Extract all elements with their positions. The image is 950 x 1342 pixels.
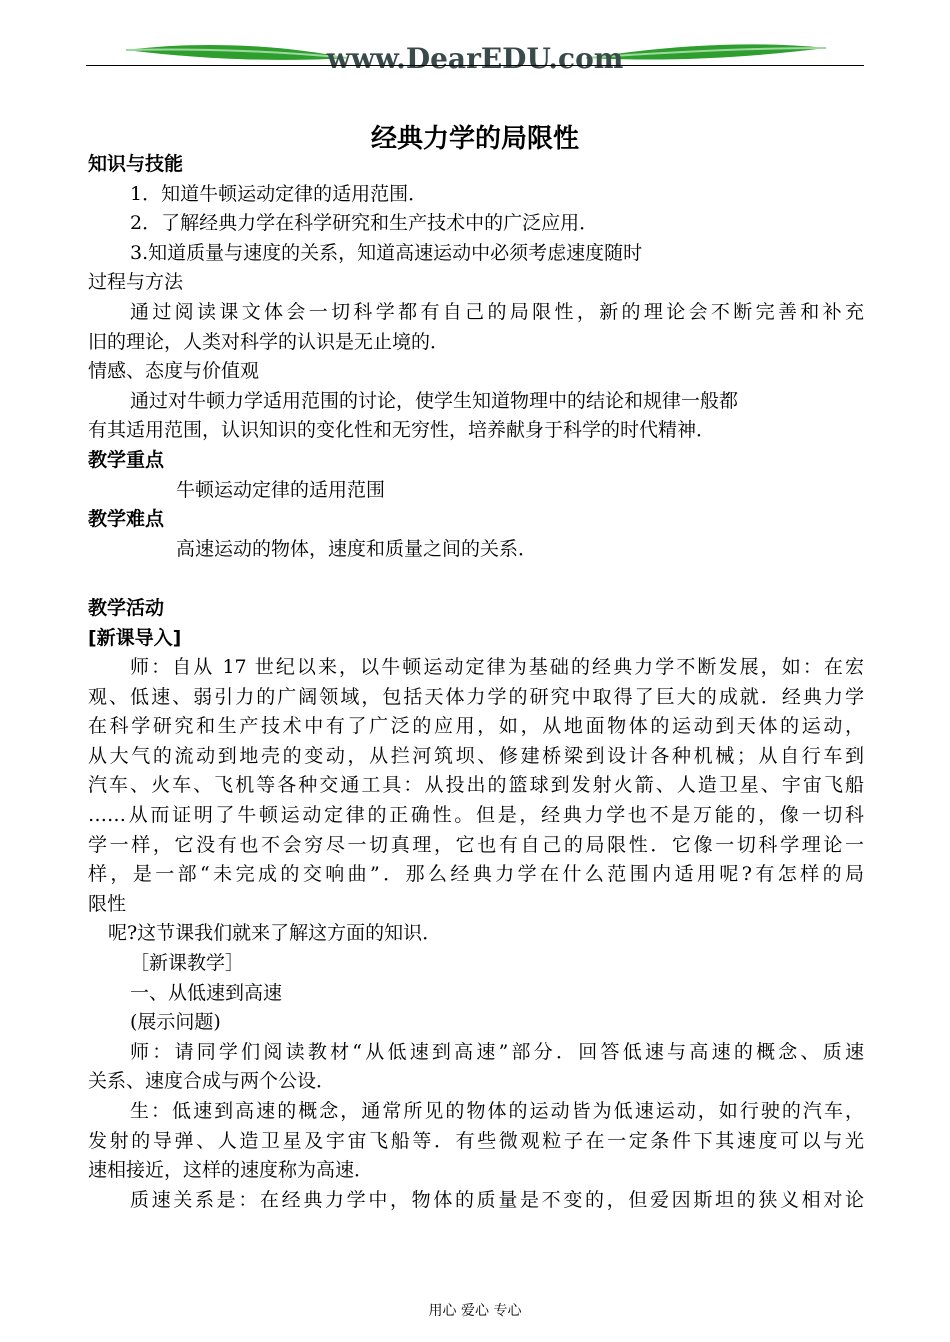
text-line: 速相接近，这样的速度称为高速．	[88, 1159, 374, 1182]
page-footer: 用心 爱心 专心	[428, 1303, 522, 1319]
text-line: 通过对牛顿力学适用范围的讨论，使学生知道物理中的结论和规律一般都	[130, 389, 739, 412]
section-heading: 教学重点	[88, 448, 165, 471]
text-line: 限性	[88, 892, 127, 915]
text-line: 通过阅读课文体会一切科学都有自己的局限性，新的理论会不断完善和补充	[130, 300, 864, 323]
text-line: 观、低速、弱引力的广阔领域，包括天体力学的研究中取得了巨大的成就．经典力学	[88, 685, 864, 708]
section-heading: [新课导入]	[88, 626, 182, 649]
document-body	[88, 150, 864, 1215]
header-divider	[86, 65, 864, 66]
page-title: 经典力学的局限性	[370, 124, 579, 154]
text-line: 学一样，它没有也不会穷尽一切真理，它也有自己的局限性．它像一切科学理论一	[88, 833, 864, 856]
text-line: 生：低速到高速的概念，通常所见的物体的运动皆为低速运动，如行驶的汽车，	[130, 1100, 864, 1122]
text-line: ［新课教学］	[130, 952, 245, 975]
text-line: 汽车、火车、飞机等各种交通工具：从投出的篮球到发射火箭、人造卫星、宇宙飞船	[88, 774, 864, 797]
text-line: 关系、速度合成与两个公设．	[88, 1070, 336, 1093]
text-line: 从大气的流动到地壳的变动，从拦河筑坝、修建桥梁到设计各种机械；从自行车到	[88, 744, 864, 767]
blank-line	[88, 564, 864, 594]
text-line: 1．知道牛顿运动定律的适用范围．	[130, 182, 428, 205]
text-line: 一、从低速到高速	[130, 981, 283, 1004]
section-heading: 教学活动	[88, 596, 165, 619]
section-heading: 教学难点	[88, 508, 165, 531]
text-line: 质速关系是：在经典力学中，物体的质量是不变的，但爱因斯坦的狭义相对论	[130, 1188, 864, 1211]
text-line: 旧的理论，人类对科学的认识是无止境的．	[88, 330, 450, 353]
text-line: 师：自从 17 世纪以来，以牛顿运动定律为基础的经典力学不断发展，如：在宏	[130, 656, 864, 679]
text-line: 3.知道质量与速度的关系，知道高速运动中必须考虑速度随时	[130, 241, 643, 264]
site-header	[86, 28, 864, 78]
text-line: 2．了解经典力学在科学研究和生产技术中的广泛应用．	[130, 212, 599, 235]
text-line: 情感、态度与价值观	[88, 360, 260, 383]
text-line: 牛顿运动定律的适用范围	[176, 478, 386, 501]
text-line: 有其适用范围，认识知识的变化性和无穷性，培养献身于科学的时代精神．	[88, 419, 716, 442]
text-line: 发射的导弹、人造卫星及宇宙飞船等．有些微观粒子在一定条件下其速度可以与光	[88, 1129, 864, 1152]
text-line: (展示问题)	[130, 1011, 221, 1034]
section-heading: 知识与技能	[88, 153, 184, 175]
text-line: 师：请同学们阅读教材“从低速到高速”部分．回答低速与高速的概念、质速	[130, 1040, 864, 1063]
text-line: 在科学研究和生产技术中有了广泛的应用，如，从地面物体的运动到天体的运动，	[88, 715, 864, 738]
text-line: 呢?这节课我们就来了解这方面的知识．	[108, 922, 442, 945]
text-line: 高速运动的物体，速度和质量之间的关系．	[176, 537, 538, 560]
text-line: ……从而证明了牛顿运动定律的正确性。但是，经典力学也不是万能的，像一切科	[88, 804, 864, 827]
site-name: www.DearEDU.com	[326, 42, 624, 75]
text-line: 过程与方法	[88, 271, 184, 294]
text-line: 样，是一部“未完成的交响曲”．那么经典力学在什么范围内适用呢?有怎样的局	[88, 863, 864, 886]
